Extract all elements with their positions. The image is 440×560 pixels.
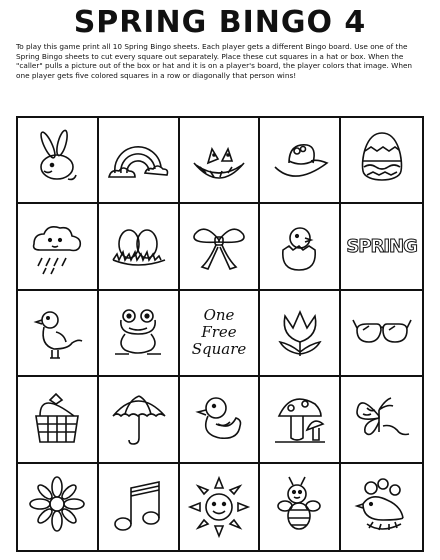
bingo-cell [260,291,341,377]
bird-nest-icon [186,127,252,193]
bird-icon [24,300,90,366]
bingo-cell [180,204,261,290]
free-square [192,307,247,358]
bingo-cell [341,118,422,204]
free-square-line-2: Free [201,323,237,342]
bingo-cell [99,377,180,463]
hat-icon [267,127,333,193]
bird-in-flowers-icon [349,474,415,540]
butterfly-icon [349,386,415,452]
bingo-cell [341,464,422,550]
page-title: SPRING BINGO 4 [73,5,367,40]
frog-icon [105,300,171,366]
bingo-cell [341,204,422,290]
basket-icon [24,386,90,452]
umbrella-icon [105,386,171,452]
eggs-in-grass-icon [105,214,171,280]
bingo-cell [180,464,261,550]
instructions-text: To play this game print all 10 Spring Bingo sheets. Each player gets a different Bingo board. Use one of the Spring Bingo sheets to cut every square out separately. Place these cut squares in a hat or box. When the "caller" pulls a picture out of the box or hat and it is on a player's board, the player colors that image. When one player gets five colored squares in a row or diagonally that person wins! [16,42,413,80]
bingo-cell [341,291,422,377]
bingo-cell [99,464,180,550]
rainbow-icon [105,127,171,193]
duckling-icon [186,386,252,452]
bingo-cell [99,291,180,377]
bingo-cell [180,118,261,204]
free-square-line-3: Square [191,340,247,359]
bingo-board [16,116,424,552]
free-square-line-1: One [203,306,235,325]
bingo-cell [18,204,99,290]
bingo-cell [18,118,99,204]
bingo-cell [99,118,180,204]
music-note-icon [105,474,171,540]
bingo-cell [180,377,261,463]
bunny-icon [24,127,90,193]
sunglasses-icon [349,300,415,366]
bow-icon [186,214,252,280]
bingo-cell [260,118,341,204]
flower-icon [24,474,90,540]
hatching-chick-icon [267,214,333,280]
bingo-cell [260,464,341,550]
bingo-cell [260,204,341,290]
bingo-cell [341,377,422,463]
spring-word-art: SPRING [346,236,417,258]
bingo-cell [18,291,99,377]
bee-icon [267,474,333,540]
easter-egg-icon [349,127,415,193]
tulip-icon [267,300,333,366]
bingo-cell [260,377,341,463]
bingo-cell [99,204,180,290]
rain-cloud-icon [24,214,90,280]
sun-icon [186,474,252,540]
mushroom-icon [267,386,333,452]
bingo-cell [18,377,99,463]
bingo-cell [18,464,99,550]
bingo-cell [180,291,261,377]
